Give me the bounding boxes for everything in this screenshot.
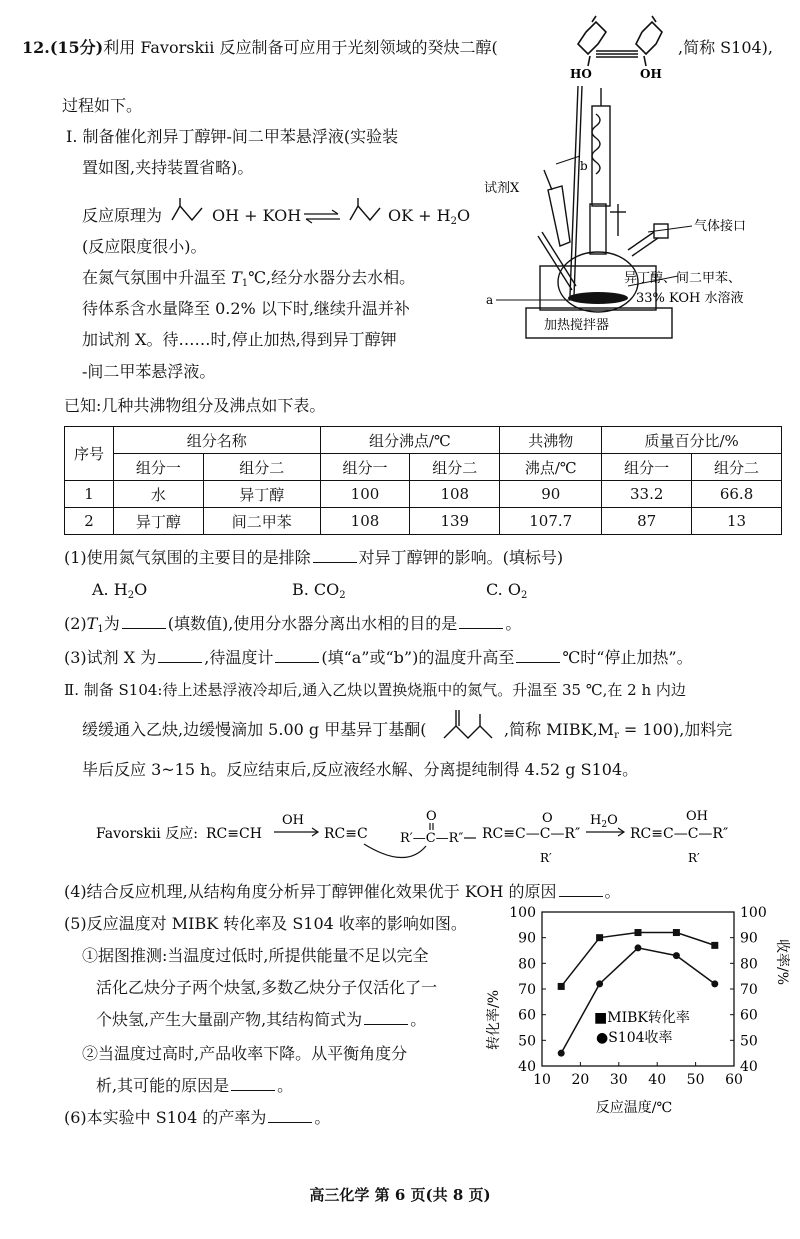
part2-line2-b: ,简称 MIBK,M <box>504 720 615 739</box>
q1-option-a-text: A. H <box>92 580 128 599</box>
q2-text-d: 。 <box>505 614 522 633</box>
azeotrope-table <box>64 426 782 535</box>
page-footer: 高三化学 第 6 页(共 8 页) <box>309 1186 491 1204</box>
apparatus-label-heater: 加热搅拌器 <box>544 318 610 333</box>
q3-text-a: (3)试剂 X 为 <box>64 648 157 667</box>
s104-data-point <box>711 980 718 987</box>
chart-ylabel-right: 收率/% <box>774 938 790 986</box>
q5-part2-blank[interactable] <box>231 1076 275 1091</box>
part2-line2 <box>82 720 426 740</box>
equation-tail: O <box>456 206 471 225</box>
table-sub-c1: 组分一 <box>320 454 410 481</box>
table-row <box>65 508 782 535</box>
q1-text-b: 对异丁醇钾的影响。(填标号) <box>358 548 564 567</box>
mibk-data-point <box>558 983 565 990</box>
table-cell: 87 <box>602 508 692 535</box>
q6-blank[interactable] <box>268 1108 312 1123</box>
y-tick-label-left: 90 <box>518 930 536 947</box>
y-tick-label-right: 80 <box>740 956 758 973</box>
favorskii-s2: RC≡C <box>324 826 368 842</box>
s104-data-point <box>596 980 603 987</box>
chart-legend-mibk: ■MIBK转化率 <box>594 1010 690 1026</box>
principle-label: 反应原理为 <box>82 206 163 225</box>
q2-text-c: (填数值),使用分水器分离出水相的目的是 <box>167 614 458 633</box>
table-header-az1: 共沸物 <box>500 427 602 454</box>
table-header-bp: 组分沸点/℃ <box>320 427 500 454</box>
equation-subscript: 2 <box>450 216 457 227</box>
q3-text-b: ,待温度计 <box>204 648 274 667</box>
intro-line2: 过程如下。 <box>62 96 143 115</box>
structure-oh-left: HO <box>570 67 592 81</box>
q2-blank-1[interactable] <box>122 614 166 629</box>
apparatus-label-gas: 气体接口 <box>694 219 747 234</box>
q1-option-c-text: C. O <box>486 580 521 599</box>
q2-text-b: 为 <box>103 614 120 633</box>
apparatus-label-mix2: 33% KOH 水溶液 <box>636 291 744 306</box>
q1-option-a-sub: 2 <box>127 590 135 601</box>
table-cell: 107.7 <box>500 508 602 535</box>
intro-name: ,简称 S104), <box>678 38 774 57</box>
table-cell: 100 <box>320 481 410 508</box>
isobutanol-skeleton <box>170 196 210 226</box>
question-1 <box>64 548 563 568</box>
q4-blank[interactable] <box>559 882 603 897</box>
equation-right <box>388 206 470 232</box>
question-2 <box>64 614 521 640</box>
x-tick-label: 30 <box>609 1072 628 1088</box>
intro-line1: 利用 Favorskii 反应制备可应用于光刻领域的癸炔二醇( <box>103 38 498 57</box>
apparatus-label-b: b <box>580 159 588 173</box>
favorskii-s4-oh: OH <box>686 809 708 824</box>
table-cell: 水 <box>114 481 204 508</box>
q1-option-b <box>292 580 346 606</box>
equation-right-text: OK + H <box>388 206 451 225</box>
q4-end: 。 <box>604 882 621 901</box>
isobutoxide-skeleton <box>348 196 388 226</box>
y-tick-label-right: 50 <box>740 1033 758 1050</box>
q5-part2-line2-text: 析,其可能的原因是 <box>96 1076 230 1095</box>
table-header-name: 组分名称 <box>114 427 321 454</box>
y-tick-label-right: 40 <box>740 1059 758 1075</box>
question-5: (5)反应温度对 MIBK 转化率及 S104 收率的影响如图。 <box>64 914 467 933</box>
equilibrium-arrow-icon <box>302 206 342 226</box>
y-tick-label-right: 60 <box>740 1007 758 1024</box>
q1-text-a: (1)使用氮气氛围的主要目的是排除 <box>64 548 311 567</box>
reaction-principle <box>82 206 162 226</box>
question-6 <box>64 1108 330 1128</box>
favorskii-s4-r: R′ <box>688 851 700 865</box>
favorskii-oh: OH <box>282 813 304 828</box>
q5-part1-end: 。 <box>410 1010 427 1029</box>
procedure-line2: 待体系含水量降至 0.2% 以下时,继续升温并补 <box>82 299 410 318</box>
y-tick-label-left: 50 <box>518 1033 536 1050</box>
question-number: 12. <box>22 38 50 57</box>
mibk-data-point <box>635 929 642 936</box>
table-sub-c2: 组分二 <box>692 454 782 481</box>
chart-ylabel-left: 转化率/% <box>486 989 502 1051</box>
s104-structure <box>566 10 676 82</box>
table-cell: 1 <box>65 481 114 508</box>
table-subheader-row <box>65 454 782 481</box>
table-header-row <box>65 427 782 454</box>
s104-data-point <box>635 944 642 951</box>
favorskii-mechanism <box>96 806 776 866</box>
x-tick-label: 10 <box>533 1072 551 1088</box>
apparatus-label-mix1: 异丁醇、间二甲苯、 <box>624 271 742 286</box>
q5-part1-line3-text: 个炔氢,产生大量副产物,其结构简式为 <box>96 1010 363 1029</box>
favorskii-s1: RC≡CH <box>206 826 262 842</box>
table-sub-c1: 组分一 <box>602 454 692 481</box>
table-row <box>65 481 782 508</box>
mibk-data-point <box>673 929 680 936</box>
part2-line1: Ⅱ. 制备 S104:待上述悬浮液冷却后,通入乙炔以置换烧瓶中的氮气。升温至 35 ℃,在 2 h 内边 <box>64 681 686 699</box>
curved-arrow-icon <box>364 844 426 858</box>
q1-option-c <box>486 580 527 606</box>
s104-data-point <box>558 1050 565 1057</box>
q3-text-d: ℃时“停止加热”。 <box>562 648 693 667</box>
y-tick-label-right: 100 <box>740 905 767 921</box>
apparatus-label-a: a <box>486 293 494 307</box>
q2-t-sub: 1 <box>97 624 104 635</box>
favorskii-s4: RC≡C—C—R″ <box>630 826 729 842</box>
x-tick-label: 50 <box>686 1072 705 1088</box>
structure-oh-right: OH <box>640 67 662 81</box>
s104-data-point <box>673 952 680 959</box>
favorskii-h2o: $H_2O$ <box>590 813 618 830</box>
table-cell: 异丁醇 <box>114 508 204 535</box>
procedure-line1-b: ℃,经分水器分去水相。 <box>248 268 416 287</box>
q1-option-a <box>92 580 147 606</box>
table-cell: 66.8 <box>692 481 782 508</box>
table-cell: 108 <box>410 481 500 508</box>
table-cell: 108 <box>320 508 410 535</box>
q3-blank-2[interactable] <box>275 648 319 663</box>
temperature-effect-chart <box>486 900 790 1116</box>
procedure-line4: -间二甲苯悬浮液。 <box>82 362 216 381</box>
y-tick-label-left: 40 <box>518 1059 536 1075</box>
q2-text-a: (2) <box>64 614 87 633</box>
favorskii-label: Favorskii 反应: <box>96 826 198 842</box>
table-sub-c2: 组分二 <box>203 454 320 481</box>
q4-text: (4)结合反应机理,从结构角度分析异丁醇钾催化效果优于 KOH 的原因 <box>64 882 557 901</box>
favorskii-carbonyl-o: O <box>426 809 437 824</box>
table-cell: 异丁醇 <box>203 481 320 508</box>
equation-left: OH + KOH <box>212 206 302 225</box>
part2-mr-sub: r <box>614 730 619 741</box>
x-tick-label: 60 <box>725 1072 743 1088</box>
question-3 <box>64 648 693 668</box>
y-tick-label-right: 70 <box>740 982 758 998</box>
chart-xlabel: 反应温度/℃ <box>595 1100 673 1116</box>
q5-part2-line1: ②当温度过高时,产品收率下降。从平衡角度分 <box>82 1044 408 1063</box>
mibk-data-point <box>596 934 603 941</box>
known-text: 已知:几种共沸物组分及沸点如下表。 <box>64 396 326 415</box>
q1-option-a-tail: O <box>134 580 148 599</box>
y-tick-label-right: 90 <box>740 930 758 947</box>
q5-part1-line3 <box>96 1010 426 1030</box>
apparatus-label-x: 试剂X <box>484 181 520 196</box>
table-sub-c2: 组分二 <box>410 454 500 481</box>
x-tick-label: 40 <box>648 1072 667 1088</box>
part2-line2-c: = 100),加料完 <box>618 720 733 739</box>
procedure-line1-a: 在氮气氛围中升温至 <box>82 268 232 287</box>
procedure-t-sub: 1 <box>241 278 249 289</box>
table-cell: 2 <box>65 508 114 535</box>
table-cell: 90 <box>500 481 602 508</box>
table-header-pct: 质量百分比/% <box>602 427 782 454</box>
q2-t: T <box>86 614 98 633</box>
q1-option-b-text: B. CO <box>292 580 340 599</box>
procedure-line3: 加试剂 X。待……时,停止加热,得到异丁醇钾 <box>82 330 397 349</box>
part1-title-line2: 置如图,夹持装置省略)。 <box>82 158 254 177</box>
procedure-line1 <box>82 268 415 294</box>
table-cell: 间二甲苯 <box>203 508 320 535</box>
apparatus-figure <box>468 86 790 342</box>
favorskii-s3-r: R′ <box>540 851 552 865</box>
q1-option-c-sub: 2 <box>520 590 528 601</box>
q3-blank-3[interactable] <box>516 648 560 663</box>
q5-part1-line1: ①据图推测:当温度过低时,所提供能量不足以完全 <box>82 946 429 965</box>
favorskii-carbonyl: R′—C—R″ <box>400 831 464 846</box>
q3-blank-1[interactable] <box>158 648 202 663</box>
y-tick-label-left: 70 <box>518 982 536 998</box>
y-tick-label-left: 80 <box>518 956 536 973</box>
part2-line2-tail <box>504 720 732 746</box>
q6-text: (6)本实验中 S104 的产率为 <box>64 1108 267 1127</box>
q3-text-c: (填“a”或“b”)的温度升高至 <box>321 648 515 667</box>
favorskii-s3-o: O <box>542 811 553 826</box>
q6-end: 。 <box>314 1108 331 1127</box>
table-sub-az2: 沸点/℃ <box>500 454 602 481</box>
table-cell: 33.2 <box>602 481 692 508</box>
q2-blank-2[interactable] <box>459 614 503 629</box>
reaction-limit: (反应限度很小)。 <box>82 237 207 256</box>
part2-line2-a: 缓缓通入乙炔,边缓慢滴加 5.00 g 甲基异丁基酮( <box>82 720 427 739</box>
question-header <box>22 38 498 58</box>
procedure-t: T <box>231 268 242 287</box>
table-cell: 139 <box>410 508 500 535</box>
table-header-no: 序号 <box>65 427 114 481</box>
part1-title-line1: Ⅰ. 制备催化剂异丁醇钾-间二甲苯悬浮液(实验装 <box>66 127 399 146</box>
table-sub-c1: 组分一 <box>114 454 204 481</box>
q5-part1-blank[interactable] <box>364 1010 408 1025</box>
mibk-data-point <box>711 942 718 949</box>
chart-legend-s104: ●S104收率 <box>596 1030 673 1046</box>
mibk-series-line <box>561 933 715 987</box>
question-4 <box>64 882 621 902</box>
question-score: (15分) <box>49 38 104 57</box>
q5-part2-end: 。 <box>277 1076 294 1095</box>
q5-part2-line2 <box>96 1076 293 1096</box>
x-tick-label: 20 <box>571 1072 590 1088</box>
table-cell: 13 <box>692 508 782 535</box>
favorskii-s3: RC≡C—C—R″ <box>482 826 581 842</box>
y-tick-label-left: 100 <box>509 905 536 921</box>
q1-option-b-sub: 2 <box>339 590 346 601</box>
q1-blank[interactable] <box>313 548 357 563</box>
q5-part1-line2: 活化乙炔分子两个炔氢,多数乙炔分子仅活化了一 <box>96 978 438 997</box>
y-tick-label-left: 60 <box>518 1007 536 1024</box>
mibk-structure <box>440 704 500 744</box>
part2-line3: 毕后反应 3~15 h。反应结束后,反应液经水解、分离提纯制得 4.52 g S104。 <box>82 760 639 779</box>
